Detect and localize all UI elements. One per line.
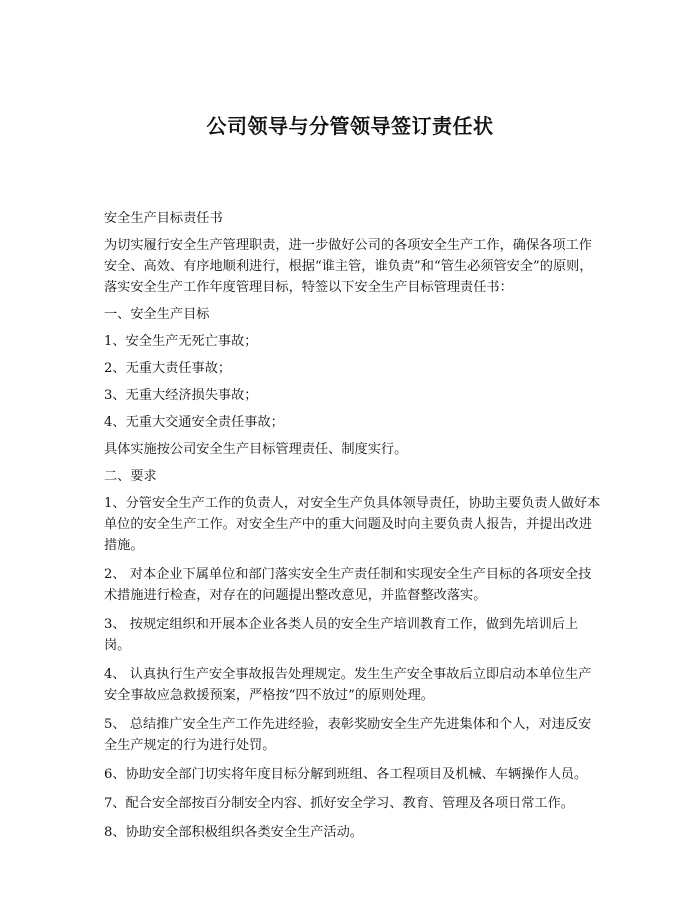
implementation-note: 具体实施按公司安全生产目标管理责任、制度实行。: [104, 442, 408, 457]
section-2-heading: 二、要求: [104, 469, 157, 484]
requirement-item-8: 8、协助安全部积极组织各类安全生产活动。: [104, 825, 363, 840]
target-item-2: 2、无重大责任事故；: [104, 361, 232, 376]
requirement-item-4: 4、 认真执行生产安全事故报告处理规定。发生生产安全事故后立即启动本单位生产安全事故应急救援预案，严格按“四不放过”的原则处理。: [104, 667, 592, 703]
subtitle: 安全生产目标责任书: [104, 211, 223, 226]
requirement-item-7: 7、配合安全部按百分制安全内容、抓好安全学习、教育、管理及各项日常工作。: [104, 796, 574, 811]
document-body: [104, 208, 604, 851]
intro-paragraph: 为切实履行安全生产管理职责，进一步做好公司的各项安全生产工作，确保各项工作安全、高效、有序地顺利进行，根据“谁主管，谁负责”和“管生必须管安全”的原则，落实安全生产工作年度管理目标，特签以下安全生产目标管理责任书：: [104, 238, 593, 295]
target-item-3: 3、无重大经济损失事故；: [104, 388, 258, 403]
requirement-item-1: 1、分管安全生产工作的负责人，对安全生产负具体领导责任，协助主要负责人做好本单位的安全生产工作。对安全生产中的重大问题及时向主要负责人报告，并提出改进措施。: [104, 496, 601, 553]
requirement-item-2: 2、 对本企业下属单位和部门落实安全生产责任制和实现安全生产目标的各项安全技术措施进行检查，对存在的问题提出整改意见，并监督整改落实。: [104, 567, 592, 603]
target-item-1: 1、安全生产无死亡事故；: [104, 334, 258, 349]
target-item-4: 4、无重大交通安全责任事故；: [104, 415, 284, 430]
requirement-item-5: 5、 总结推广安全生产工作先进经验，表彰奖励安全生产先进集体和个人，对违反安全生产规定的行为进行处罚。: [104, 717, 592, 753]
requirement-item-6: 6、协助安全部门切实将年度目标分解到班组、各工程项目及机械、车辆操作人员。: [104, 767, 588, 782]
section-1-heading: 一、安全生产目标: [104, 307, 210, 322]
requirement-item-3: 3、 按规定组织和开展本企业各类人员的安全生产培训教育工作，做到先培训后上岗。: [104, 617, 579, 653]
document-title: 公司领导与分管领导签订责任状: [206, 114, 494, 138]
